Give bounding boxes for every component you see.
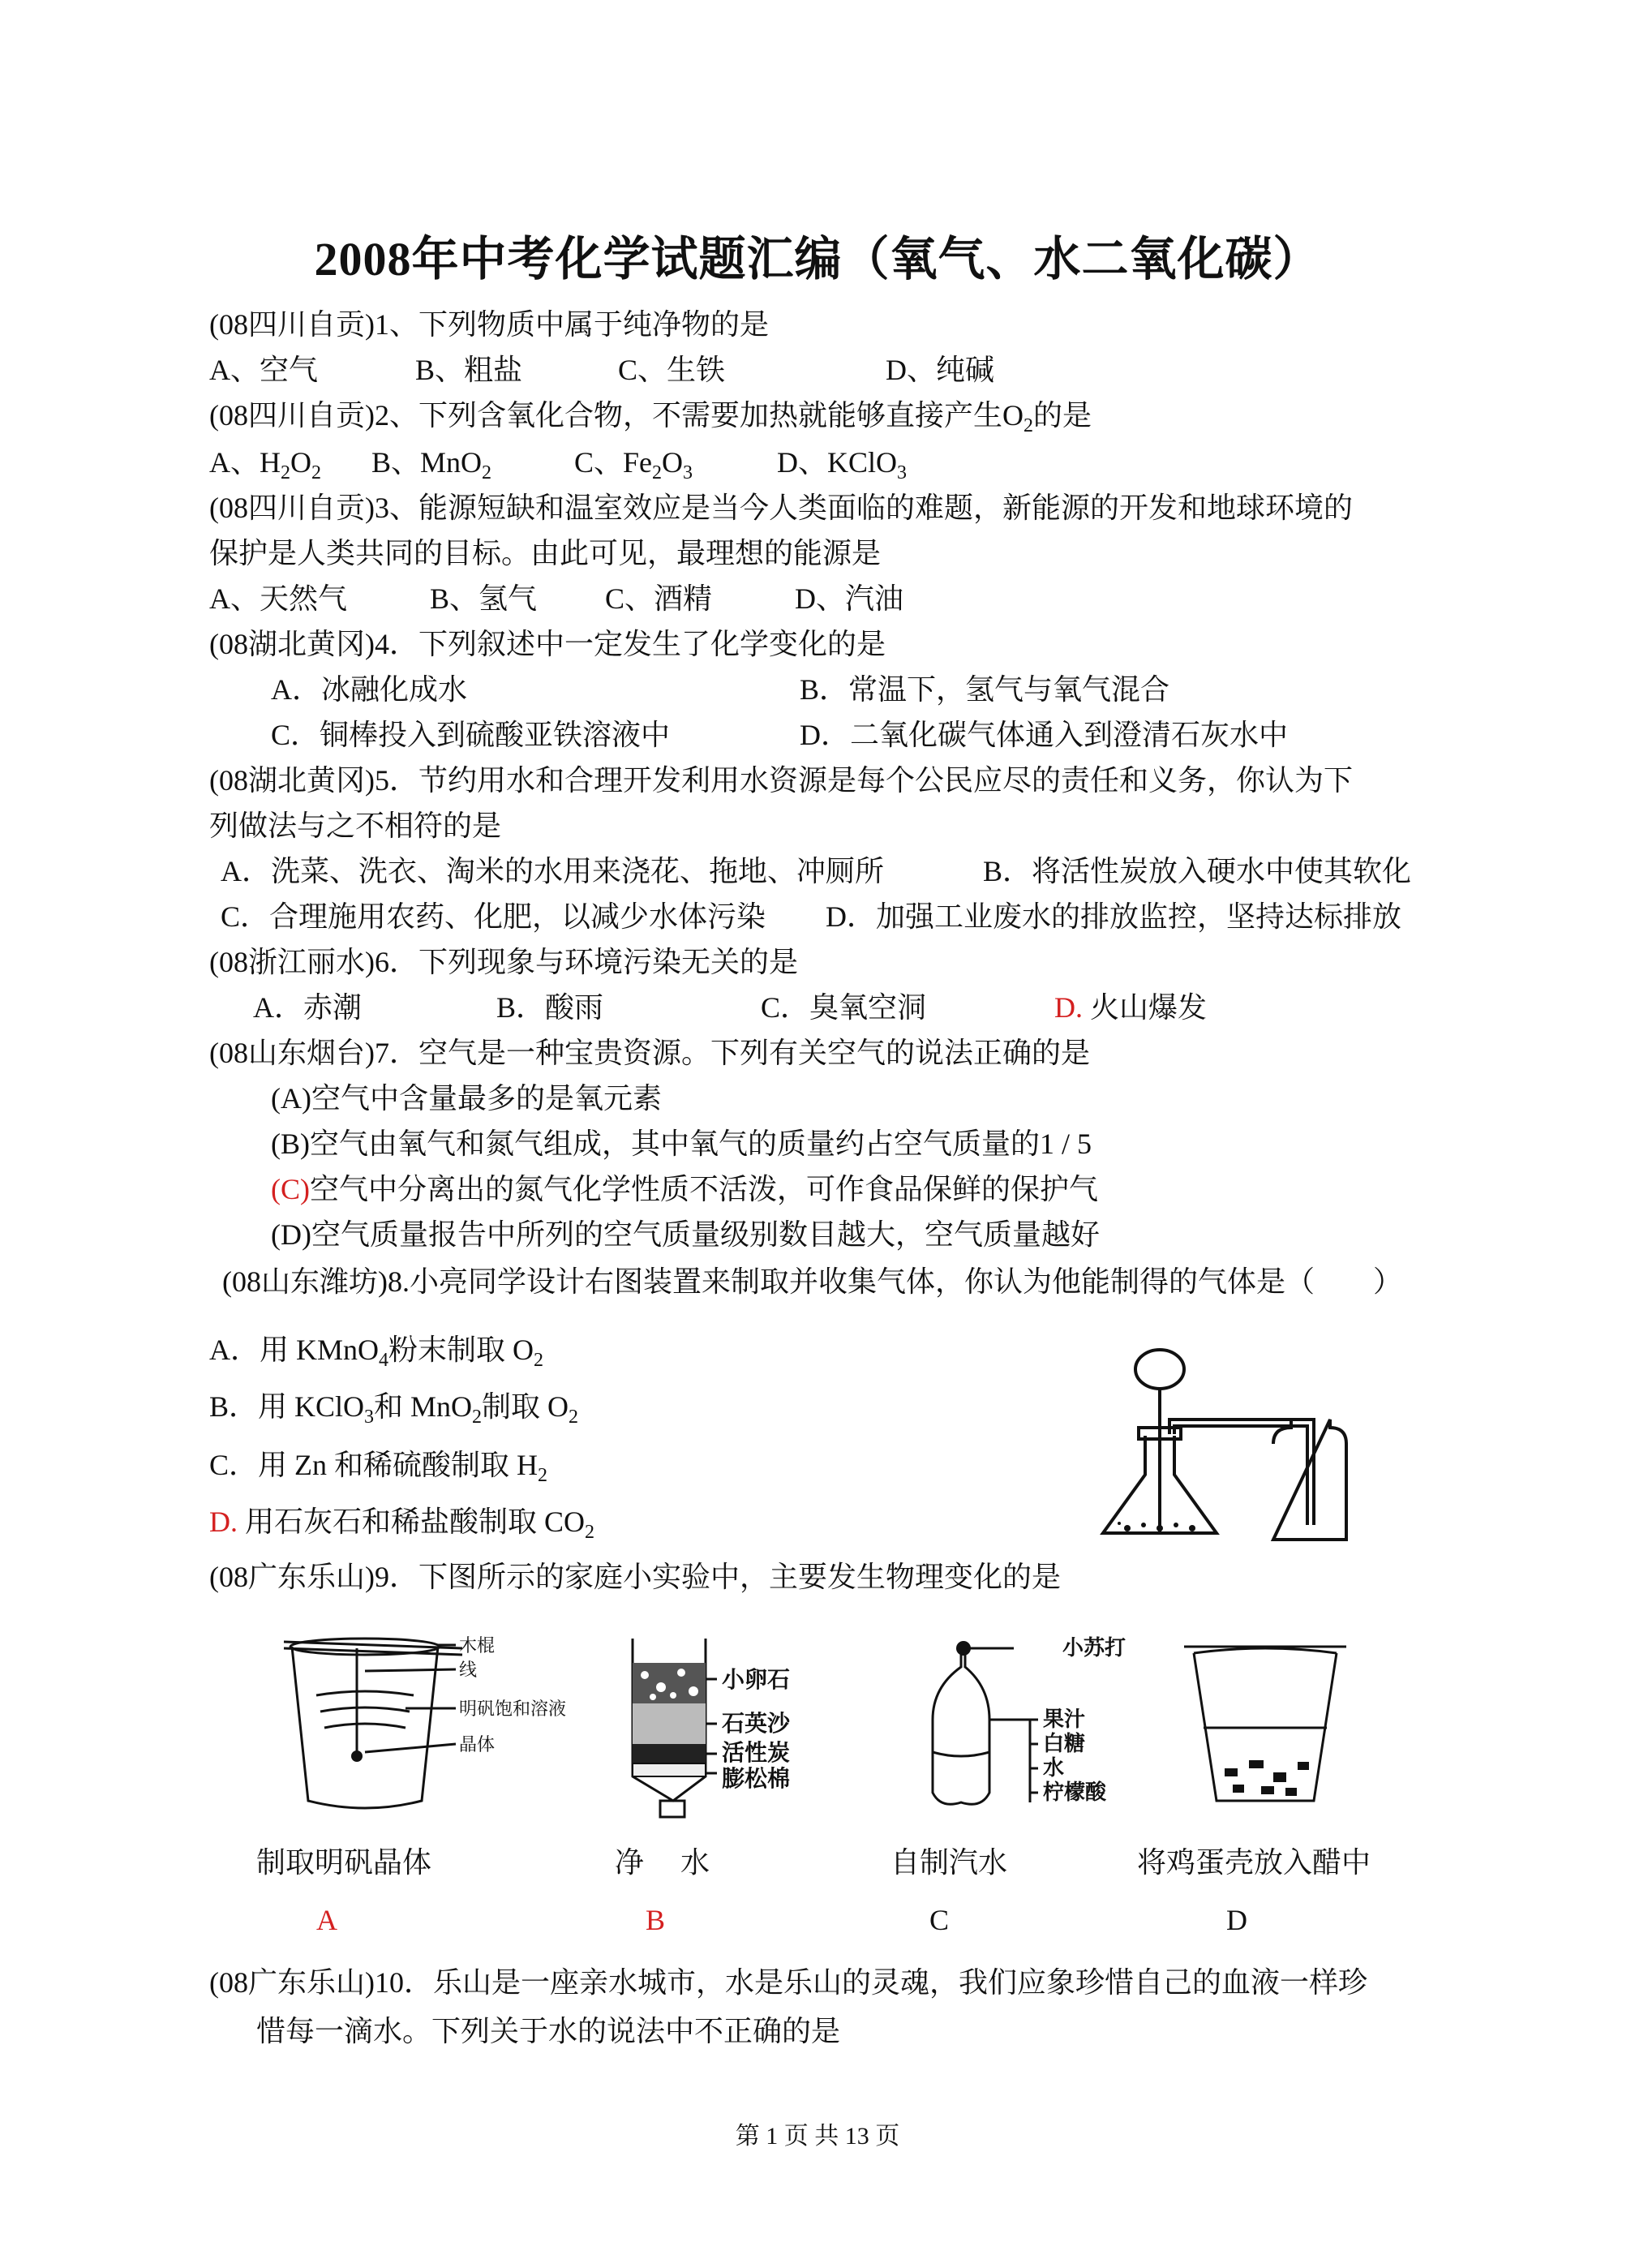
q5-stem-line2: 列做法与之不相符的是 — [209, 810, 502, 842]
q1-option-c: C、生铁 — [618, 354, 726, 386]
q3-option-c: C、酒精 — [605, 582, 713, 615]
q9-letter-a: A — [316, 1904, 337, 1936]
q5-stem-line1: (08湖北黄冈)5．节约用水和合理开发利用水资源是每个公民应尽的责任和义务，你认为下 — [209, 764, 1353, 797]
q7-answer-marker: (C) — [271, 1173, 310, 1205]
q3-option-b: B、氢气 — [430, 582, 538, 615]
q1-option-a: A、空气 — [209, 354, 318, 386]
q10-stem-line2: 惜每一滴水。下列关于水的说法中不正确的是 — [256, 2015, 841, 2047]
water-filter-figure — [624, 1630, 868, 1833]
q1-option-b: B、粗盐 — [415, 354, 523, 386]
fig-a-label-crystal: 晶体 — [459, 1735, 496, 1755]
q2-option-a: A、$H_2O_2$ — [209, 446, 321, 483]
q4-stem: (08湖北黄冈)4．下列叙述中一定发生了化学变化的是 — [209, 628, 886, 660]
q9-letter-b: B — [646, 1904, 666, 1936]
q5-option-b: B．将活性炭放入硬水中使其软化 — [983, 855, 1412, 887]
q1-stem: (08四川自贡)1、下列物质中属于纯净物的是 — [209, 308, 769, 341]
page-footer: 第 1 页 共 13 页 — [735, 2123, 900, 2150]
q9-stem: (08广东乐山)9．下图所示的家庭小实验中，主要发生物理变化的是 — [209, 1561, 1061, 1593]
q8-stem: (08山东潍坊)8.小亮同学设计右图装置来制取并收集气体，你认为他能制得的气体是（ ） — [222, 1265, 1402, 1298]
alum-crystal-figure — [276, 1630, 567, 1817]
eggshell-vinegar-figure — [1184, 1639, 1346, 1809]
q7-option-c: (C)空气中分离出的氮气化学性质不活泼，可作食品保鲜的保护气 — [271, 1173, 1099, 1205]
page-title: 2008年中考化学试题汇编（氧气、水二氧化碳） — [314, 233, 1321, 286]
q6-option-d: D. 火山爆发 — [1054, 991, 1208, 1024]
gas-apparatus-figure — [1079, 1338, 1346, 1549]
q8-option-b: B．用 KClO$_3$和 MnO$_2$制取 $O_2$ — [209, 1390, 579, 1428]
fig-b-label-sand: 石英沙 — [722, 1710, 791, 1737]
q6-stem: (08浙江丽水)6．下列现象与环境污染无关的是 — [209, 946, 798, 978]
q3-stem-line1: (08四川自贡)3、能源短缺和温室效应是当今人类面临的难题，新能源的开发和地球环境的 — [209, 492, 1353, 524]
fig-a-label-solution: 明矾饱和溶液 — [459, 1699, 567, 1720]
q9-letter-c: C — [929, 1904, 950, 1936]
fig-c-label-juice: 果汁 — [1043, 1707, 1086, 1732]
q6-answer-marker: D. — [1054, 991, 1083, 1024]
q2-option-d: D、KClO$_3$ — [777, 446, 908, 483]
q3-option-a: A、天然气 — [209, 582, 347, 615]
q6-option-b: B．酸雨 — [496, 991, 604, 1024]
fig-c-label-sugar: 白糖 — [1043, 1732, 1086, 1756]
q9-caption-c: 自制汽水 — [890, 1846, 1008, 1879]
fig-a-label-thread: 线 — [459, 1660, 478, 1681]
q1-option-d: D、纯碱 — [886, 354, 994, 386]
q7-option-a: (A)空气中含量最多的是氧元素 — [271, 1082, 662, 1115]
q7-stem: (08山东烟台)7．空气是一种宝贵资源。下列有关空气的说法正确的是 — [209, 1037, 1090, 1069]
q4-option-a: A．冰融化成水 — [271, 673, 467, 706]
fig-b-label-carbon: 活性炭 — [722, 1739, 791, 1766]
q8-answer-marker: D. — [209, 1506, 238, 1538]
q5-option-d: D．加强工业废水的排放监控，坚持达标排放 — [826, 900, 1401, 933]
q2-option-c: C、$Fe_2O_3$ — [574, 446, 693, 483]
fig-c-label-citric-acid: 柠檬酸 — [1043, 1780, 1107, 1805]
q8-option-d: D. 用石灰石和稀盐酸制取 $CO_2$ — [209, 1506, 595, 1543]
q5-option-c: C．合理施用农药、化肥，以减少水体污染 — [221, 900, 766, 933]
q2-stem: (08四川自贡)2、下列含氧化合物，不需要加热就能够直接产生$O_2$的是 — [209, 399, 1092, 436]
q4-option-d: D．二氧化碳气体通入到澄清石灰水中 — [800, 719, 1288, 751]
q8-option-c: C．用 Zn 和稀硫酸制取 $H_2$ — [209, 1449, 548, 1486]
fig-a-label-stick: 木棍 — [459, 1636, 496, 1656]
q9-letter-d: D — [1226, 1904, 1247, 1936]
fig-c-label-baking-soda: 小苏打 — [1062, 1636, 1126, 1660]
q2-option-b: B、MnO$_2$ — [371, 446, 492, 483]
q9-caption-d: 将鸡蛋壳放入醋中 — [1137, 1846, 1371, 1879]
q6-option-a: A．赤潮 — [253, 991, 362, 1024]
q10-stem-line1: (08广东乐山)10．乐山是一座亲水城市，水是乐山的灵魂，我们应象珍惜自己的血液一样珍 — [209, 1966, 1367, 1999]
q4-option-b: B．常温下，氢气与氧气混合 — [800, 673, 1170, 706]
q4-option-c: C．铜棒投入到硫酸亚铁溶液中 — [271, 719, 671, 751]
q5-option-a: A．洗菜、洗衣、淘米的水用来浇花、拖地、冲厕所 — [221, 855, 884, 887]
q6-option-c: C．臭氧空洞 — [761, 991, 927, 1024]
q8-option-a: A．用 KMnO$_4$粉末制取 $O_2$ — [209, 1334, 544, 1371]
q3-stem-line2: 保护是人类共同的目标。由此可见，最理想的能源是 — [209, 537, 882, 569]
soda-bottle-figure — [916, 1630, 1184, 1817]
q9-caption-a: 制取明矾晶体 — [256, 1846, 432, 1879]
q9-caption-b: 净 水 — [615, 1846, 710, 1879]
q7-option-b: (B)空气由氧气和氮气组成，其中氧气的质量约占空气质量的1 / 5 — [271, 1128, 1092, 1160]
fig-b-label-cotton: 膨松棉 — [722, 1765, 791, 1792]
q7-option-d: (D)空气质量报告中所列的空气质量级别数目越大，空气质量越好 — [271, 1218, 1100, 1251]
q3-option-d: D、汽油 — [795, 582, 903, 615]
fig-b-label-pebbles: 小卵石 — [722, 1666, 791, 1693]
fig-c-label-water: 水 — [1043, 1756, 1065, 1780]
